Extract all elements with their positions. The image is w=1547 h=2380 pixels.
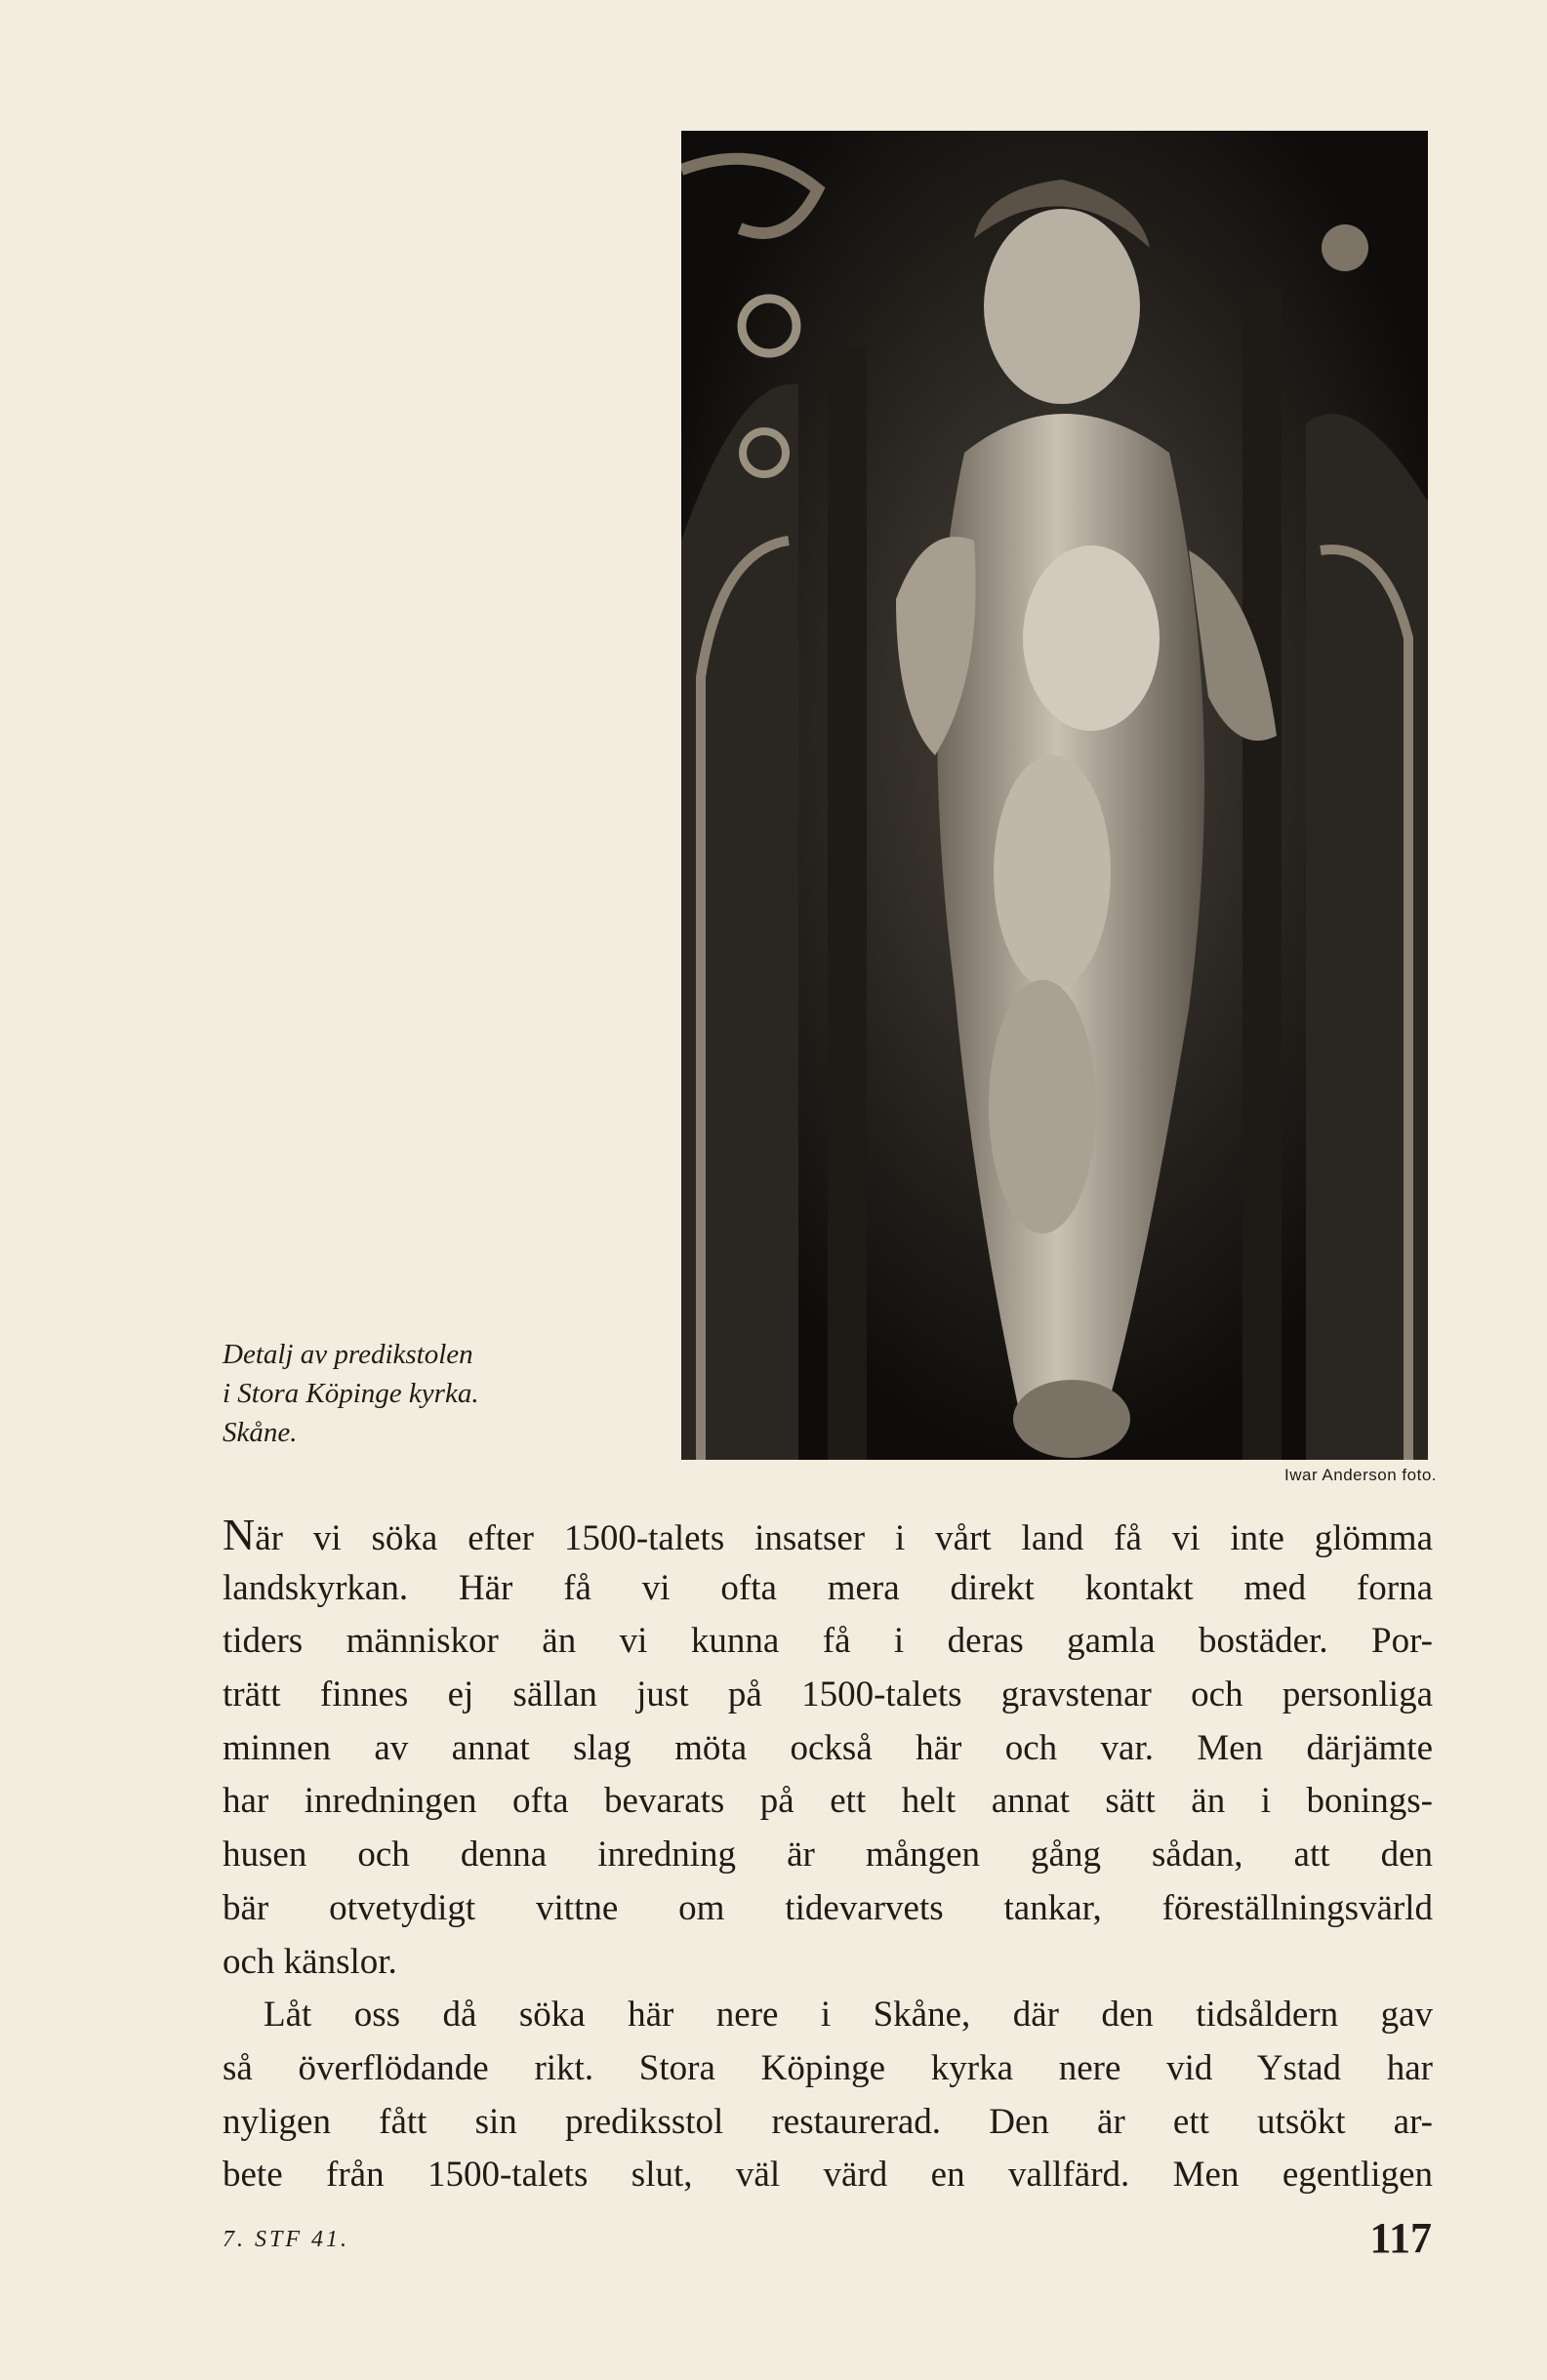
text-line: och känslor. [223,1941,397,1982]
text-line: När vi söka efter 1500-talets insatser i vårt land få vi inte glömma [223,1510,1433,1559]
text-line: bär otvetydigt vittne om tidevarvets tankar, föreställningsvärld [223,1887,1433,1928]
signature-mark: 7. STF 41. [223,2227,350,2252]
article-body [223,1509,1433,2202]
caption-line: Skåne. [223,1417,298,1448]
photo-caption [223,1335,632,1452]
text-line: trätt finnes ej sällan just på 1500-talets gravstenar och personliga [223,1674,1433,1715]
caption-line: i Stora Köpinge kyrka. [223,1378,479,1409]
carved-statue-photo-icon [681,131,1428,1460]
text-line: så överflödande rikt. Stora Köpinge kyrka nere vid Ystad har [223,2047,1433,2088]
text-line: Låt oss då söka här nere i Skåne, där den tidsåldern gav [264,1995,1433,2036]
text-line: bete från 1500-talets slut, väl värd en vallfärd. Men egentligen [223,2155,1433,2196]
photo-credit: Iwar Anderson foto. [1284,1466,1437,1484]
text-line: har inredningen ofta bevarats på ett helt annat sätt än i bonings- [223,1781,1433,1822]
caption-line: Detalj av predikstolen [223,1339,473,1370]
text-line: husen och denna inredning är mången gång sådan, att den [223,1835,1433,1876]
text-line: nyligen fått sin prediksstol restaurerad. Den är ett utsökt ar- [223,2101,1433,2142]
text-line: landskyrkan. Här få vi ofta mera direkt kontakt med forna [223,1567,1433,1608]
text-line: minnen av annat slag möta också här och var. Men därjämte [223,1727,1433,1768]
carved-statue-photo [681,131,1428,1460]
text-line: tiders människor än vi kunna få i deras gamla bostäder. Por- [223,1621,1433,1662]
page-number: 117 [1369,2214,1432,2262]
drop-cap: N [223,1510,256,1559]
